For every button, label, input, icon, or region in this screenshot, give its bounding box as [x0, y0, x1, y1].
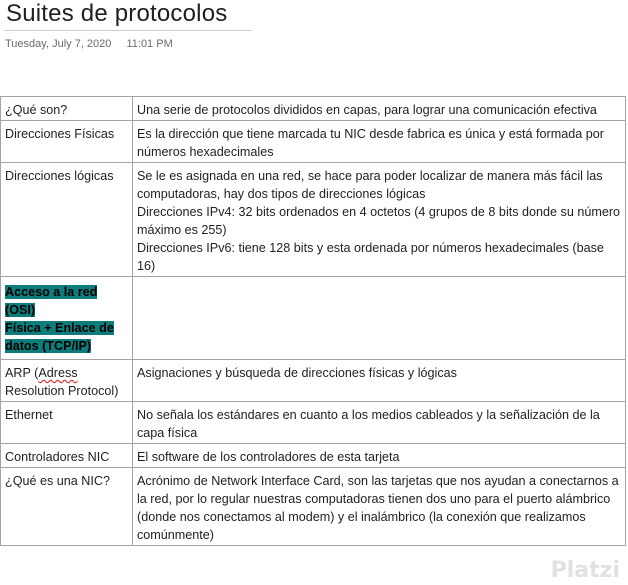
page-date: Tuesday, July 7, 2020	[5, 38, 112, 50]
table-row	[1, 360, 626, 402]
page-time: 11:01 PM	[126, 38, 173, 50]
definition-line: Direcciones IPv4: 32 bits ordenados en 4 octetos (4 grupos de 8 bits donde su número máximo es 255)	[137, 205, 621, 237]
definition-cell[interactable]: Asignaciones y búsqueda de direcciones físicas y lógicas	[133, 360, 626, 402]
definition-cell[interactable]: El software de los controladores de esta tarjeta	[133, 444, 626, 468]
definition-cell[interactable]: No señala los estándares en cuanto a los medios cableados y la señalización de la capa física	[133, 402, 626, 444]
definition-line: Se le es asignada en una red, se hace para poder localizar de manera más fácil las computadoras, hay dos tipos de direcciones lógicas	[137, 169, 603, 201]
definition-cell[interactable]: Una serie de protocolos divididos en capas, para lograr una comunicación efectiva	[133, 97, 626, 121]
definition-cell[interactable]	[133, 163, 626, 277]
highlighted-term: Acceso a la red (OSI)	[5, 285, 98, 317]
table-row	[1, 97, 626, 121]
term-cell[interactable]	[1, 360, 133, 402]
definition-cell[interactable]: Es la dirección que tiene marcada tu NIC desde fabrica es única y está formada por números hexadecimales	[133, 121, 626, 163]
term-cell[interactable]: ¿Qué es una NIC?	[1, 468, 133, 546]
highlighted-term: Física + Enlace de datos (TCP/IP)	[5, 321, 114, 353]
misspelled-word: Adress	[38, 366, 78, 380]
term-text: ARP (	[5, 366, 39, 380]
page-timestamp	[5, 38, 173, 50]
table-row	[1, 277, 626, 360]
definition-cell[interactable]: Acrónimo de Network Interface Card, son las tarjetas que nos ayudan a conectarnos a la red, por lo regular nuestras computadoras tienen dos uno para el puerto alámbrico (donde nos conectamos al modem) y el inalámbrico (la conexión que realizamos comúnmente)	[133, 468, 626, 546]
title-underline	[4, 30, 252, 31]
table-row	[1, 468, 626, 546]
notes-table	[0, 96, 626, 546]
table-row	[1, 121, 626, 163]
definition-line: Direcciones IPv6: tiene 128 bits y esta ordenada por números hexadecimales (base 16)	[137, 241, 604, 273]
term-cell[interactable]: Ethernet	[1, 402, 133, 444]
page-title: Suites de protocolos	[6, 0, 228, 27]
table-row	[1, 402, 626, 444]
table-row	[1, 444, 626, 468]
term-cell[interactable]	[1, 277, 133, 360]
table-row	[1, 163, 626, 277]
definition-cell[interactable]	[133, 277, 626, 360]
term-text: Resolution Protocol)	[5, 384, 119, 398]
term-cell[interactable]: ¿Qué son?	[1, 97, 133, 121]
platzi-watermark-logo: Platzi	[550, 558, 620, 583]
term-cell[interactable]: Direcciones lógicas	[1, 163, 133, 277]
term-cell[interactable]: Controladores NIC	[1, 444, 133, 468]
term-cell[interactable]: Direcciones Físicas	[1, 121, 133, 163]
